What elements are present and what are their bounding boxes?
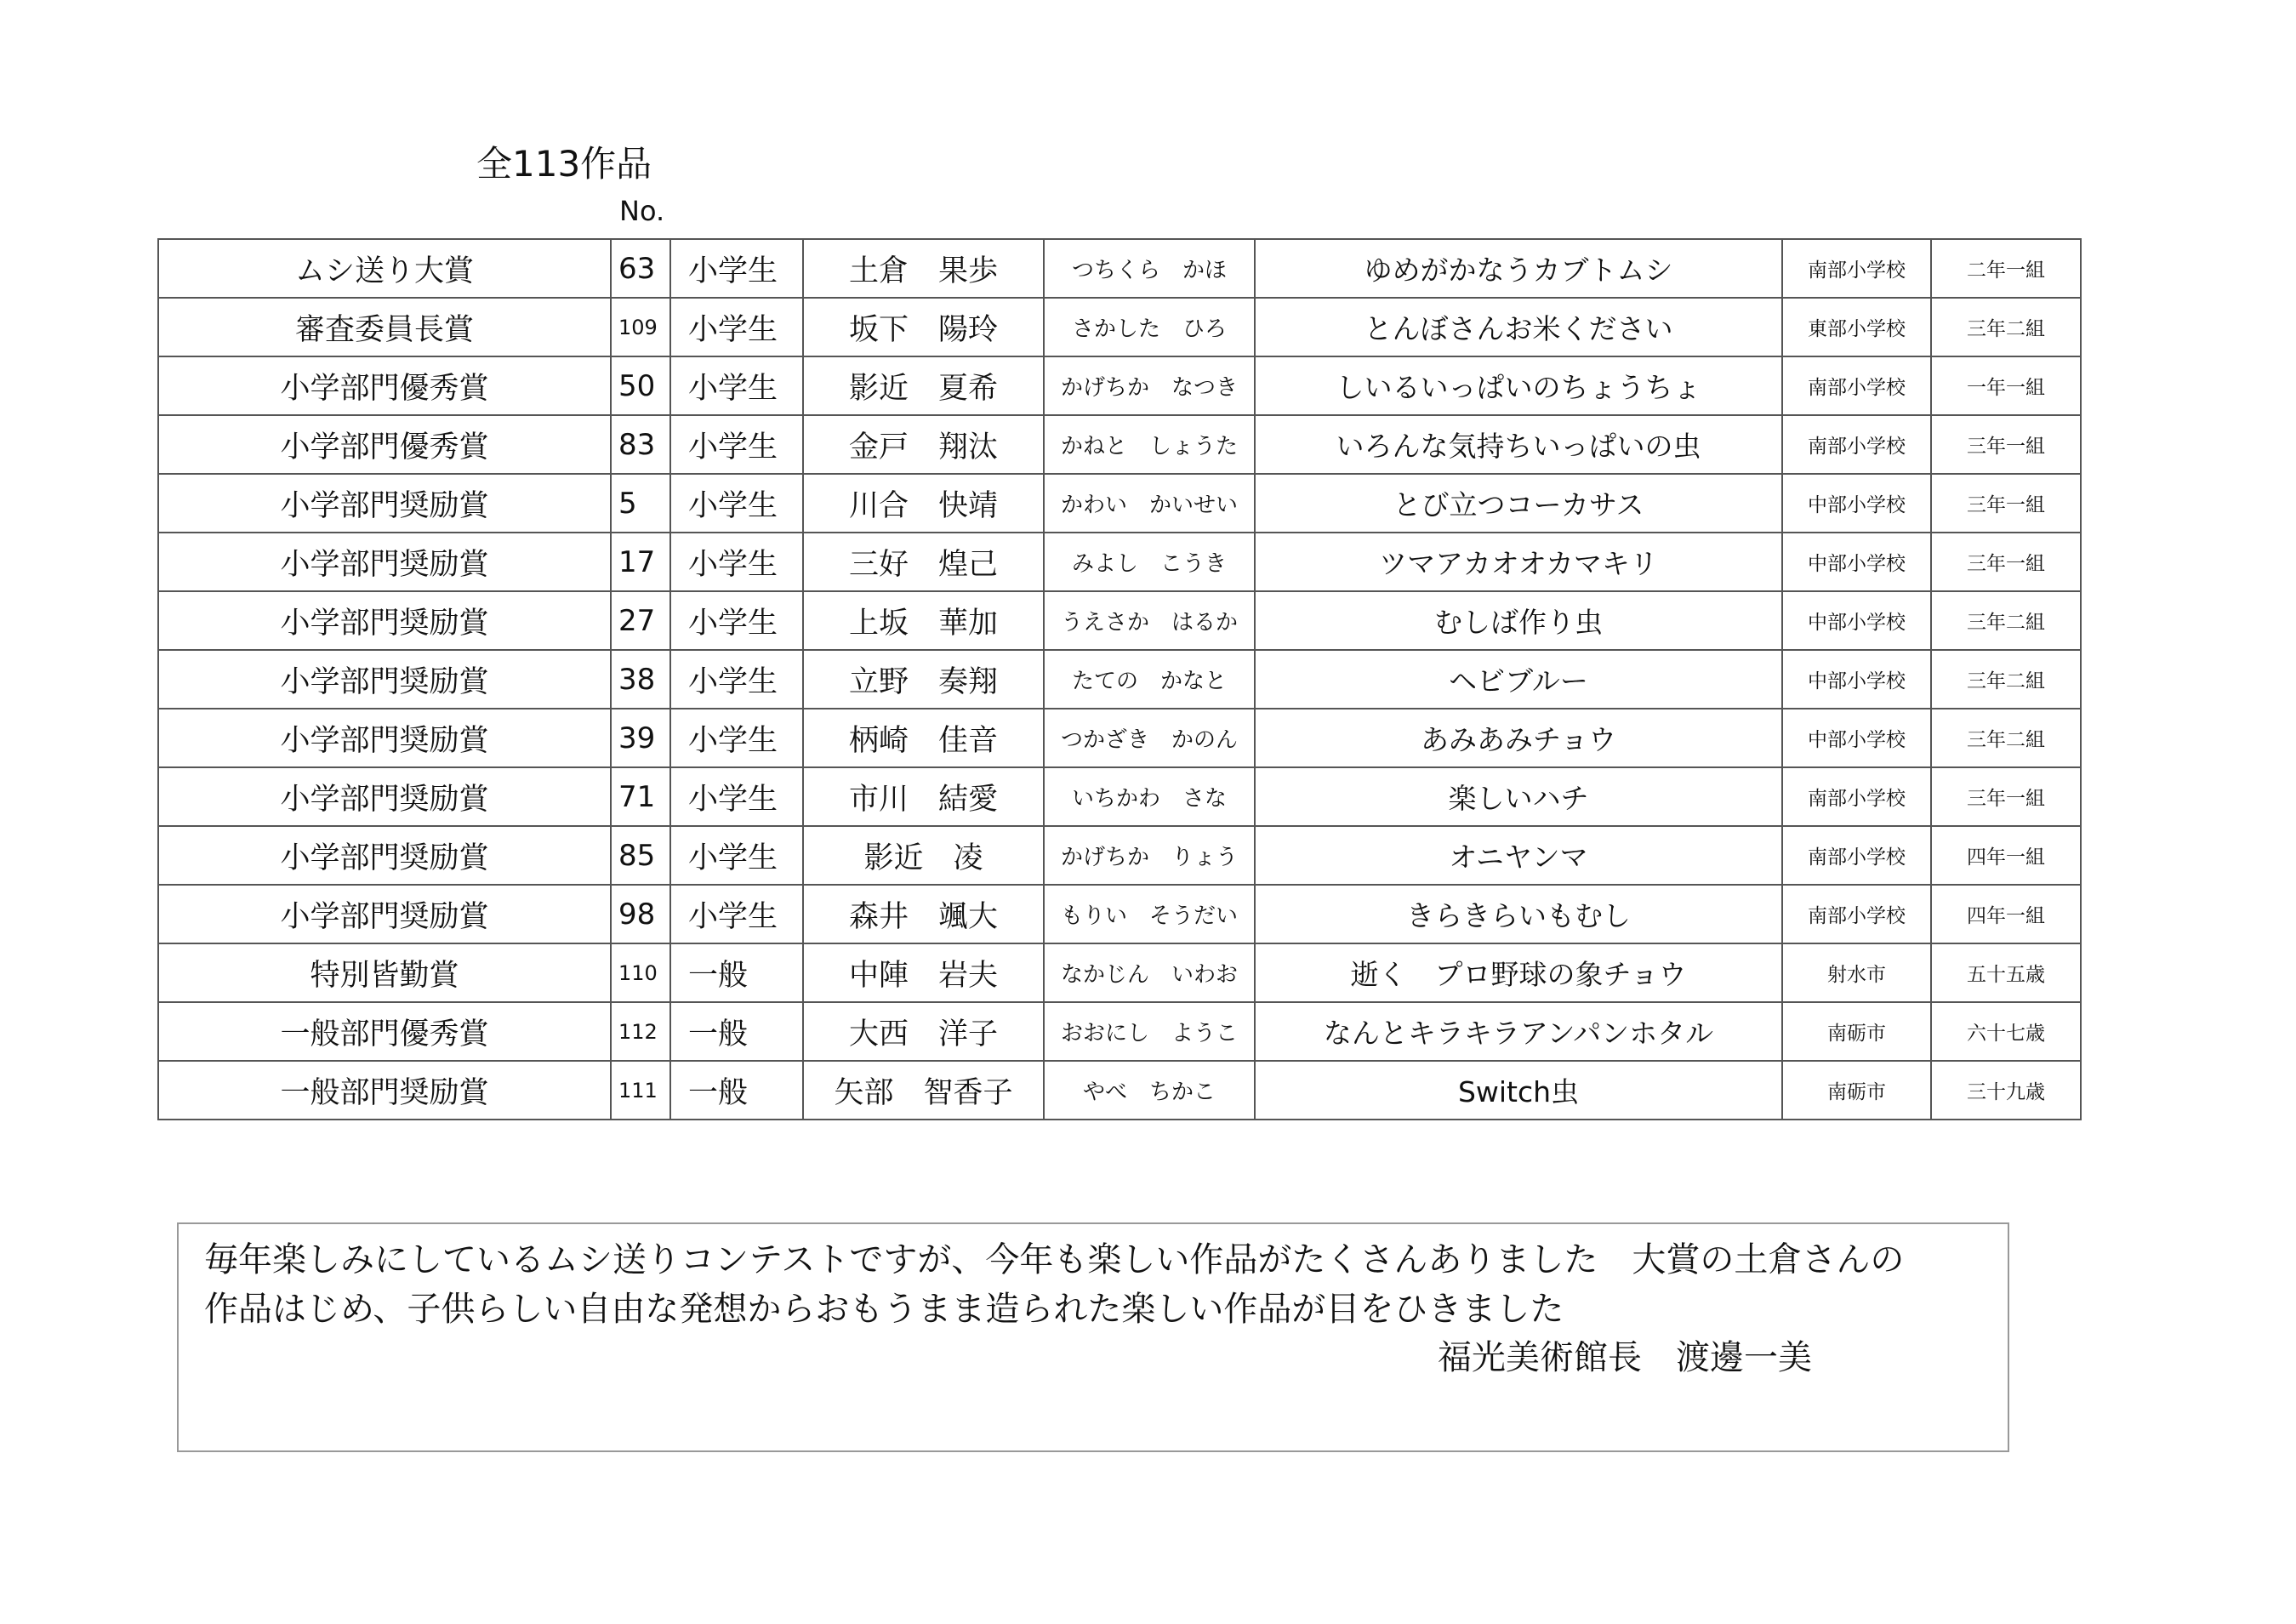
category-cell: 小学生 xyxy=(670,591,803,650)
work-title-cell: Switch虫 xyxy=(1255,1061,1782,1120)
category-cell: 小学生 xyxy=(670,709,803,767)
work-title-cell: 楽しいハチ xyxy=(1255,767,1782,826)
affiliation-cell: 東部小学校 xyxy=(1782,298,1931,356)
category-cell: 小学生 xyxy=(670,885,803,943)
affiliation-cell: 南砺市 xyxy=(1782,1002,1931,1061)
name-cell: 上坂 華加 xyxy=(803,591,1044,650)
award-cell: 小学部門奨励賞 xyxy=(158,591,611,650)
entry-number-cell: 98 xyxy=(611,885,670,943)
affiliation-cell: 南部小学校 xyxy=(1782,885,1931,943)
name-cell: 三好 煌己 xyxy=(803,533,1044,591)
total-works-label: 全113作品 xyxy=(476,143,652,185)
comment-box xyxy=(177,1222,2009,1452)
name-reading-cell: つちくら かほ xyxy=(1044,239,1255,298)
grade-age-cell: 五十五歳 xyxy=(1931,943,2081,1002)
name-cell: 柄崎 佳音 xyxy=(803,709,1044,767)
name-cell: 中陣 岩夫 xyxy=(803,943,1044,1002)
table-row xyxy=(158,943,2081,1002)
award-cell: 一般部門優秀賞 xyxy=(158,1002,611,1061)
award-results-table xyxy=(157,238,2082,1120)
entry-number-cell: 71 xyxy=(611,767,670,826)
work-title-cell: とび立つコーカサス xyxy=(1255,474,1782,533)
entry-number-cell: 111 xyxy=(611,1061,670,1120)
category-cell: 小学生 xyxy=(670,767,803,826)
entry-number-cell: 112 xyxy=(611,1002,670,1061)
name-cell: 影近 夏希 xyxy=(803,356,1044,415)
table-row xyxy=(158,767,2081,826)
award-cell: 一般部門奨励賞 xyxy=(158,1061,611,1120)
entry-number-cell: 63 xyxy=(611,239,670,298)
affiliation-cell: 南部小学校 xyxy=(1782,826,1931,885)
entry-number-cell: 50 xyxy=(611,356,670,415)
grade-age-cell: 三年二組 xyxy=(1931,298,2081,356)
name-reading-cell: やべ ちかこ xyxy=(1044,1061,1255,1120)
work-title-cell: とんぼさんお米ください xyxy=(1255,298,1782,356)
entry-number-cell: 27 xyxy=(611,591,670,650)
table-row xyxy=(158,415,2081,474)
grade-age-cell: 三年二組 xyxy=(1931,591,2081,650)
work-title-cell: きらきらいもむし xyxy=(1255,885,1782,943)
name-cell: 川合 快靖 xyxy=(803,474,1044,533)
award-cell: 小学部門奨励賞 xyxy=(158,533,611,591)
grade-age-cell: 三十九歳 xyxy=(1931,1061,2081,1120)
name-reading-cell: さかした ひろ xyxy=(1044,298,1255,356)
grade-age-cell: 三年一組 xyxy=(1931,767,2081,826)
name-cell: 市川 結愛 xyxy=(803,767,1044,826)
category-cell: 一般 xyxy=(670,943,803,1002)
name-reading-cell: もりい そうだい xyxy=(1044,885,1255,943)
category-cell: 小学生 xyxy=(670,533,803,591)
grade-age-cell: 三年一組 xyxy=(1931,415,2081,474)
grade-age-cell: 二年一組 xyxy=(1931,239,2081,298)
table-row xyxy=(158,650,2081,709)
entry-number-cell: 110 xyxy=(611,943,670,1002)
name-reading-cell: おおにし ようこ xyxy=(1044,1002,1255,1061)
award-cell: 小学部門奨励賞 xyxy=(158,885,611,943)
work-title-cell: ツマアカオオカマキリ xyxy=(1255,533,1782,591)
work-title-cell: あみあみチョウ xyxy=(1255,709,1782,767)
table-row xyxy=(158,239,2081,298)
affiliation-cell: 中部小学校 xyxy=(1782,591,1931,650)
affiliation-cell: 中部小学校 xyxy=(1782,650,1931,709)
grade-age-cell: 三年一組 xyxy=(1931,533,2081,591)
table-row xyxy=(158,826,2081,885)
work-title-cell: むしば作り虫 xyxy=(1255,591,1782,650)
affiliation-cell: 中部小学校 xyxy=(1782,533,1931,591)
name-reading-cell: かげちか りょう xyxy=(1044,826,1255,885)
name-reading-cell: たての かなと xyxy=(1044,650,1255,709)
name-reading-cell: かげちか なつき xyxy=(1044,356,1255,415)
affiliation-cell: 中部小学校 xyxy=(1782,709,1931,767)
number-column-label: No. xyxy=(619,195,665,227)
name-cell: 影近 凌 xyxy=(803,826,1044,885)
work-title-cell: なんとキラキラアンパンホタル xyxy=(1255,1002,1782,1061)
award-cell: ムシ送り大賞 xyxy=(158,239,611,298)
award-cell: 特別皆勤賞 xyxy=(158,943,611,1002)
category-cell: 一般 xyxy=(670,1002,803,1061)
affiliation-cell: 南部小学校 xyxy=(1782,356,1931,415)
work-title-cell: いろんな気持ちいっぱいの虫 xyxy=(1255,415,1782,474)
work-title-cell: しいるいっぱいのちょうちょ xyxy=(1255,356,1782,415)
comment-line-1: 毎年楽しみにしているムシ送りコンテストですが、今年も楽しい作品がたくさんありました 大賞の土倉さんの xyxy=(204,1240,1905,1279)
grade-age-cell: 四年一組 xyxy=(1931,826,2081,885)
name-reading-cell: かわい かいせい xyxy=(1044,474,1255,533)
entry-number-cell: 5 xyxy=(611,474,670,533)
affiliation-cell: 射水市 xyxy=(1782,943,1931,1002)
work-title-cell: ヘビブルー xyxy=(1255,650,1782,709)
name-reading-cell: うえさか はるか xyxy=(1044,591,1255,650)
category-cell: 一般 xyxy=(670,1061,803,1120)
name-cell: 大西 洋子 xyxy=(803,1002,1044,1061)
table-row xyxy=(158,709,2081,767)
entry-number-cell: 109 xyxy=(611,298,670,356)
category-cell: 小学生 xyxy=(670,356,803,415)
category-cell: 小学生 xyxy=(670,826,803,885)
affiliation-cell: 南部小学校 xyxy=(1782,767,1931,826)
award-cell: 小学部門奨励賞 xyxy=(158,474,611,533)
grade-age-cell: 四年一組 xyxy=(1931,885,2081,943)
entry-number-cell: 39 xyxy=(611,709,670,767)
work-title-cell: 逝く プロ野球の象チョウ xyxy=(1255,943,1782,1002)
table-row xyxy=(158,1061,2081,1120)
table-row xyxy=(158,1002,2081,1061)
entry-number-cell: 17 xyxy=(611,533,670,591)
comment-signature: 福光美術館長 渡邊一美 xyxy=(1438,1338,1812,1377)
grade-age-cell: 三年二組 xyxy=(1931,709,2081,767)
table-body xyxy=(158,239,2081,1120)
award-cell: 小学部門優秀賞 xyxy=(158,356,611,415)
table-row xyxy=(158,356,2081,415)
award-cell: 小学部門奨励賞 xyxy=(158,650,611,709)
work-title-cell: オニヤンマ xyxy=(1255,826,1782,885)
table-row xyxy=(158,533,2081,591)
category-cell: 小学生 xyxy=(670,239,803,298)
name-cell: 矢部 智香子 xyxy=(803,1061,1044,1120)
grade-age-cell: 六十七歳 xyxy=(1931,1002,2081,1061)
award-cell: 小学部門奨励賞 xyxy=(158,709,611,767)
name-cell: 土倉 果歩 xyxy=(803,239,1044,298)
category-cell: 小学生 xyxy=(670,298,803,356)
table-row xyxy=(158,474,2081,533)
category-cell: 小学生 xyxy=(670,650,803,709)
grade-age-cell: 三年二組 xyxy=(1931,650,2081,709)
affiliation-cell: 南部小学校 xyxy=(1782,415,1931,474)
award-cell: 審査委員長賞 xyxy=(158,298,611,356)
award-cell: 小学部門優秀賞 xyxy=(158,415,611,474)
grade-age-cell: 三年一組 xyxy=(1931,474,2081,533)
entry-number-cell: 85 xyxy=(611,826,670,885)
name-reading-cell: つかざき かのん xyxy=(1044,709,1255,767)
name-reading-cell: かねと しょうた xyxy=(1044,415,1255,474)
work-title-cell: ゆめがかなうカブトムシ xyxy=(1255,239,1782,298)
name-cell: 立野 奏翔 xyxy=(803,650,1044,709)
table-row xyxy=(158,885,2081,943)
comment-line-2: 作品はじめ、子供らしい自由な発想からおもうまま造られた楽しい作品が目をひきました xyxy=(204,1290,1564,1329)
affiliation-cell: 南部小学校 xyxy=(1782,239,1931,298)
name-reading-cell: なかじん いわお xyxy=(1044,943,1255,1002)
table-row xyxy=(158,298,2081,356)
category-cell: 小学生 xyxy=(670,415,803,474)
name-reading-cell: みよし こうき xyxy=(1044,533,1255,591)
entry-number-cell: 38 xyxy=(611,650,670,709)
award-cell: 小学部門奨励賞 xyxy=(158,826,611,885)
name-cell: 坂下 陽玲 xyxy=(803,298,1044,356)
grade-age-cell: 一年一組 xyxy=(1931,356,2081,415)
entry-number-cell: 83 xyxy=(611,415,670,474)
affiliation-cell: 南砺市 xyxy=(1782,1061,1931,1120)
name-reading-cell: いちかわ さな xyxy=(1044,767,1255,826)
table-row xyxy=(158,591,2081,650)
award-cell: 小学部門奨励賞 xyxy=(158,767,611,826)
name-cell: 森井 颯大 xyxy=(803,885,1044,943)
category-cell: 小学生 xyxy=(670,474,803,533)
name-cell: 金戸 翔汰 xyxy=(803,415,1044,474)
affiliation-cell: 中部小学校 xyxy=(1782,474,1931,533)
